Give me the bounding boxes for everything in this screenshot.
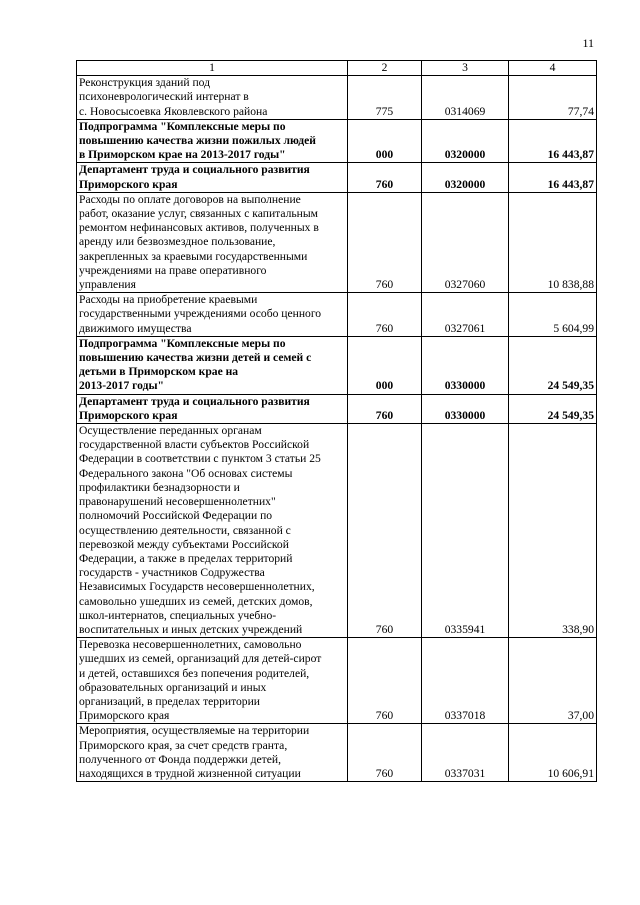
description-line: полномочий Российской Федерации по: [79, 509, 273, 523]
table-row: [77, 336, 597, 394]
row-code-col3: 0330000: [422, 394, 509, 423]
description-line: Департамент труда и социального развития: [79, 163, 310, 177]
description-line: управления: [79, 278, 136, 292]
table-body: [77, 76, 597, 782]
row-amount: 24 549,35: [509, 394, 597, 423]
description-line: в Приморском крае на 2013-2017 годы": [79, 148, 286, 162]
row-amount: 37,00: [509, 638, 597, 724]
row-code-col2: 775: [348, 76, 422, 120]
header-col-2: 2: [348, 61, 422, 76]
description-line: с. Новосысоевка Яковлевского района: [79, 104, 268, 118]
description-line: Независимых Государств несовершеннолетних,: [79, 580, 315, 594]
description-line: Приморского края, за счет средств гранта,: [79, 738, 288, 752]
description-line: Приморского края: [79, 408, 178, 422]
description-line: Федерации, а также в пределах территорий: [79, 551, 293, 565]
row-amount: 5 604,99: [509, 293, 597, 337]
row-code-col3: 0314069: [422, 76, 509, 120]
row-amount: 16 443,87: [509, 163, 597, 192]
row-code-col3: 0320000: [422, 163, 509, 192]
table-row: [77, 119, 597, 163]
row-description: [77, 724, 348, 782]
description-line: движимого имущества: [79, 321, 192, 335]
row-code-col2: 760: [348, 394, 422, 423]
row-code-col2: 760: [348, 638, 422, 724]
description-line: работ, оказание услуг, связанных с капитальным: [79, 207, 319, 221]
description-line: самовольно ушедших из семей, детских домов,: [79, 594, 313, 608]
description-line: полученного от Фонда поддержки детей,: [79, 752, 282, 766]
description-line: Подпрограмма "Комплексные меры по: [79, 119, 286, 133]
description-line: Мероприятия, осуществляемые на территории: [79, 724, 310, 738]
page-number: 11: [582, 36, 594, 50]
description-line: Приморского края: [79, 177, 178, 191]
row-description: [77, 424, 348, 638]
row-description: [77, 394, 348, 423]
description-line: детьми в Приморском крае на: [79, 365, 239, 379]
description-line: Осуществление переданных органам: [79, 424, 262, 438]
description-line: перевозкой между субъектами Российской: [79, 537, 289, 551]
description-line: Перевозка несовершеннолетних, самовольно: [79, 638, 302, 652]
description-line: государственными учреждениями особо ценного: [79, 307, 322, 321]
row-code-col2: 000: [348, 336, 422, 394]
row-amount: 77,74: [509, 76, 597, 120]
row-code-col2: 760: [348, 192, 422, 292]
description-line: и детей, оставшихся без попечения родителей,: [79, 666, 310, 680]
description-line: повышению качества жизни детей и семей с: [79, 351, 312, 365]
description-line: аренду или безвозмездное пользование,: [79, 235, 276, 249]
row-description: [77, 192, 348, 292]
description-line: школ-интернатов, специальных учебно-: [79, 608, 277, 622]
row-code-col3: 0320000: [422, 119, 509, 163]
description-line: государств - участников Содружества: [79, 566, 265, 580]
header-col-3: 3: [422, 61, 509, 76]
table-row: [77, 724, 597, 782]
row-code-col2: 760: [348, 724, 422, 782]
table-row: [77, 424, 597, 638]
description-line: ремонтом нефинансовых активов, полученных в: [79, 221, 319, 235]
description-line: учреждениями на праве оперативного: [79, 263, 267, 277]
row-code-col2: 760: [348, 424, 422, 638]
description-line: Департамент труда и социального развития: [79, 394, 310, 408]
row-code-col3: 0337031: [422, 724, 509, 782]
description-line: Расходы на приобретение краевыми: [79, 293, 258, 307]
row-description: [77, 638, 348, 724]
table-row: [77, 163, 597, 192]
row-amount: 10 838,88: [509, 192, 597, 292]
description-line: закрепленных за краевыми государственными: [79, 249, 308, 263]
description-line: профилактики безнадзорности и: [79, 480, 240, 494]
description-line: Реконструкция зданий под: [79, 76, 211, 90]
row-code-col2: 000: [348, 119, 422, 163]
description-line: находящихся в трудной жизненной ситуации: [79, 766, 301, 780]
table-row: [77, 76, 597, 120]
table-row: [77, 638, 597, 724]
description-line: Федерального закона "Об основах системы: [79, 466, 293, 480]
description-line: психоневрологический интернат в: [79, 90, 249, 104]
description-line: осуществлению деятельности, связанной с: [79, 523, 291, 537]
row-amount: 16 443,87: [509, 119, 597, 163]
row-amount: 24 549,35: [509, 336, 597, 394]
description-line: ушедших из семей, организаций для детей-сирот: [79, 652, 322, 666]
header-col-1: 1: [77, 61, 348, 76]
description-line: образовательных организаций и иных: [79, 680, 267, 694]
description-line: воспитательных и иных детских учреждений: [79, 622, 303, 636]
description-line: государственной власти субъектов Российской: [79, 438, 310, 452]
row-amount: 10 606,91: [509, 724, 597, 782]
description-line: правонарушений несовершеннолетних": [79, 495, 276, 509]
row-code-col3: 0327061: [422, 293, 509, 337]
budget-table: [76, 60, 597, 782]
row-code-col3: 0335941: [422, 424, 509, 638]
row-code-col3: 0330000: [422, 336, 509, 394]
header-col-4: 4: [509, 61, 597, 76]
row-description: [77, 293, 348, 337]
description-line: 2013-2017 годы": [79, 379, 164, 393]
table-row: [77, 192, 597, 292]
row-description: [77, 336, 348, 394]
row-code-col2: 760: [348, 163, 422, 192]
row-description: [77, 119, 348, 163]
row-code-col3: 0337018: [422, 638, 509, 724]
row-description: [77, 163, 348, 192]
table-header-row: [77, 61, 597, 76]
row-code-col2: 760: [348, 293, 422, 337]
row-code-col3: 0327060: [422, 192, 509, 292]
description-line: Федерации в соответствии с пунктом 3 статьи 25: [79, 452, 321, 466]
table-row: [77, 293, 597, 337]
table-row: [77, 394, 597, 423]
row-description: [77, 76, 348, 120]
row-amount: 338,90: [509, 424, 597, 638]
description-line: Приморского края: [79, 709, 170, 723]
description-line: Расходы по оплате договоров на выполнение: [79, 192, 301, 206]
description-line: организаций, в пределах территории: [79, 694, 261, 708]
description-line: повышению качества жизни пожилых людей: [79, 134, 316, 148]
description-line: Подпрограмма "Комплексные меры по: [79, 336, 286, 350]
